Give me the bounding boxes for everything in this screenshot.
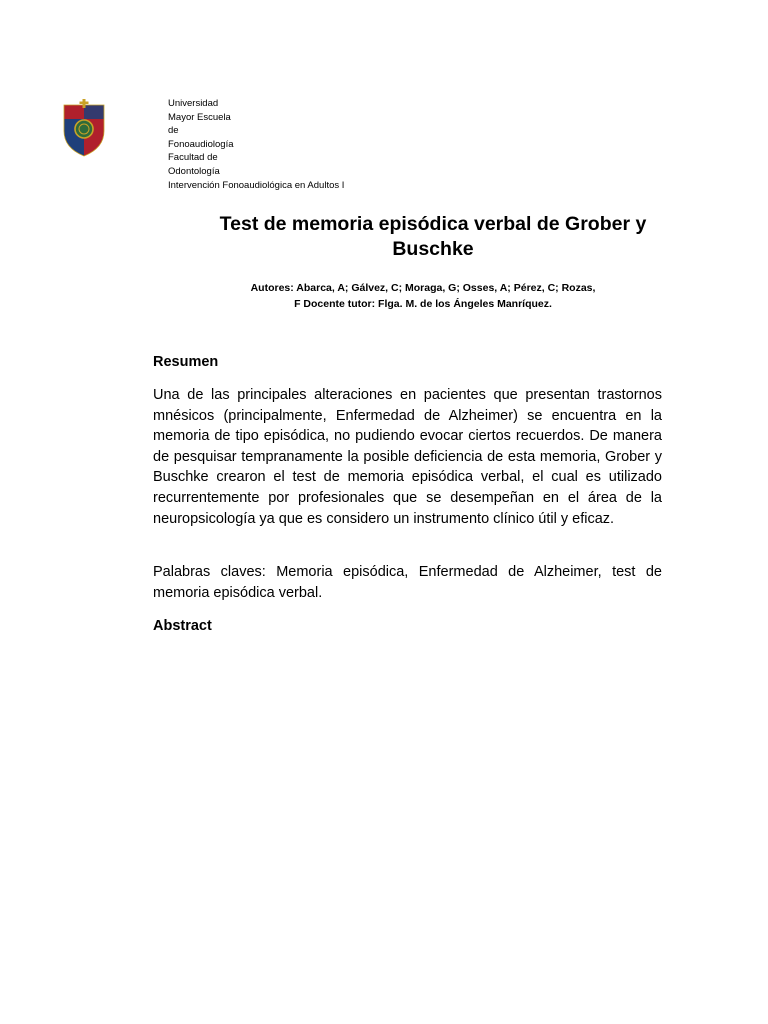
header-line-de: de: [168, 125, 179, 137]
header-line-mayor-escuela: Mayor Escuela: [168, 111, 231, 123]
header-line-course: Intervención Fonoaudiológica en Adultos I: [168, 179, 345, 191]
tutor-line: F Docente tutor: Flga. M. de los Ángeles Manríquez.: [294, 298, 552, 310]
authors-line: Autores: Abarca, A; Gálvez, C; Moraga, G; Osses, A; Pérez, C; Rozas,: [250, 282, 596, 294]
institution-header: [168, 97, 344, 192]
resumen-paragraph: Una de las principales alteraciones en pacientes que presentan trastornos mnésicos (principalmente, Enfermedad de Alzheimer) se encuentra en la memoria de tipo episódica, no pudiendo evocar ciertos recuerdos. De manera de pesquisar tempranamente la posible deficiencia de esta memoria, Grober y Buschke crearon el test de memoria episódica verbal, el cual es utilizado recurrentemente por profesionales que se desempeñan en el área de la neuropsicología ya que es considero un instrumento clínico útil y eficaz.: [153, 387, 662, 527]
header-line-facultad: Facultad de: [168, 152, 218, 164]
document-title: Test de memoria episódica verbal de Grober y Buschke: [219, 213, 647, 260]
keywords-paragraph: Palabras claves: Memoria episódica, Enfermedad de Alzheimer, test de memoria episódica verbal.: [153, 564, 662, 601]
university-crest-logo: [61, 99, 107, 157]
header-line-odontologia: Odontología: [168, 165, 220, 177]
header-line-university: Universidad: [168, 98, 219, 109]
authors-block: [150, 280, 696, 312]
header-line-fonoaudiologia: Fonoaudiología: [168, 138, 234, 150]
abstract-heading: Abstract: [153, 618, 212, 634]
resumen-heading: Resumen: [153, 354, 219, 370]
